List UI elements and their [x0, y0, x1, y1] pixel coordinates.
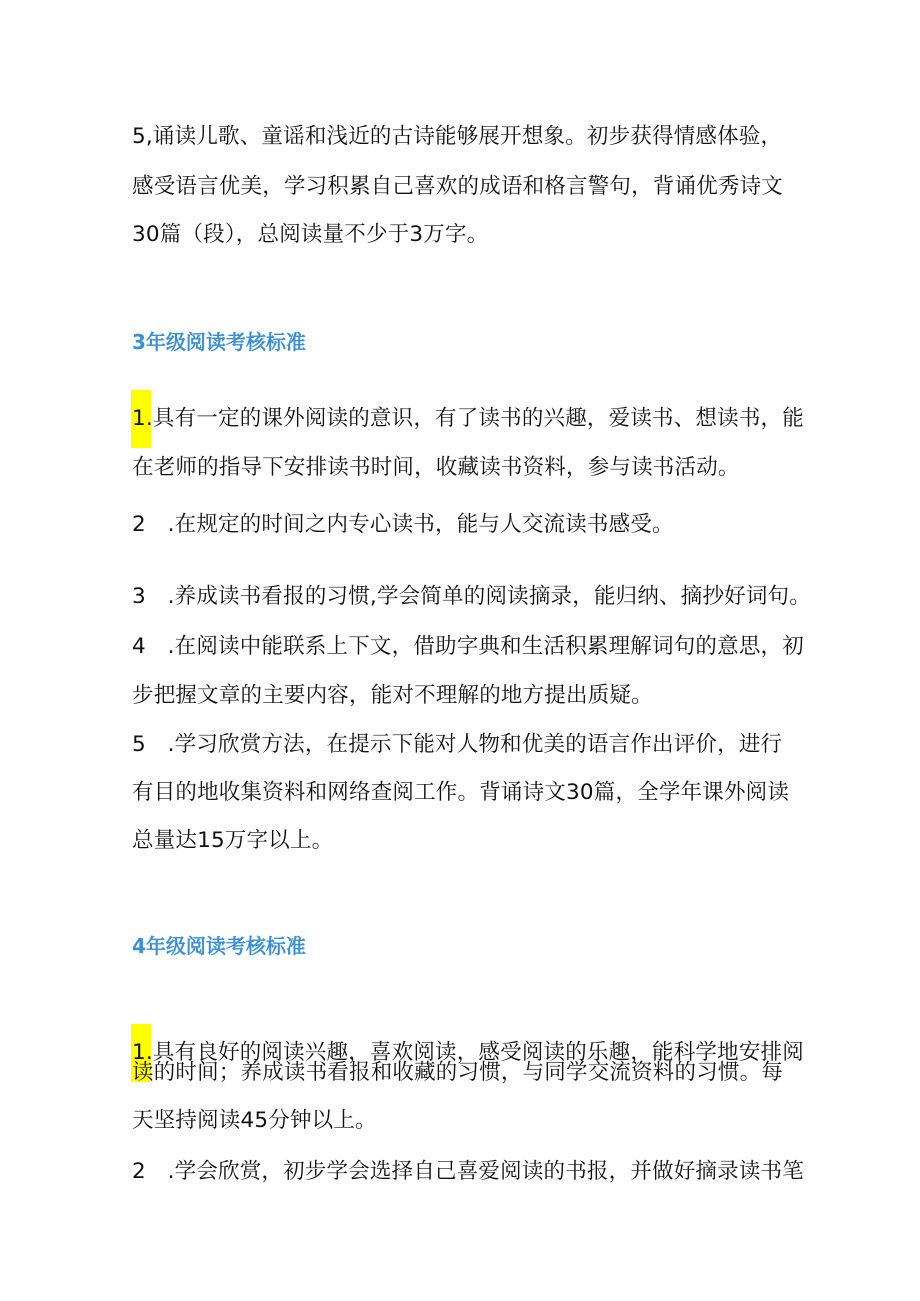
grade4-item1-number: 1.	[132, 1038, 153, 1068]
grade3-item5-line3: 总量达15万字以上。	[132, 828, 334, 853]
grade4-item1-text: 具有良好的阅读兴趣，喜欢阅读，感受阅读的乐趣，能科学地安排阅	[152, 1040, 804, 1065]
intro-line-1: 5,诵读儿歌、童谣和浅近的古诗能够展开想象。初步获得情感体验，	[132, 124, 783, 149]
grade3-item1-line1	[132, 404, 920, 434]
grade3-item2: 2 .在规定的时间之内专心读书，能与人交流读书感受。	[132, 512, 674, 537]
grade3-item5-line2: 有目的地收集资料和网络查阅工作。背诵诗文30篇，全学年课外阅读	[132, 780, 790, 805]
grade3-item1-line2: 在老师的指导下安排读书时间，收藏读书资料，参与读书活动。	[132, 455, 740, 480]
grade4-heading: 4年级阅读考核标准	[132, 934, 306, 958]
grade4-item1-line2: 读的时间；养成读书看报和收藏的习惯，与同学交流资料的习惯。每	[132, 1060, 784, 1085]
grade3-item4-line1: 4 .在阅读中能联系上下文，借助字典和生活积累理解词句的意思，初	[132, 634, 804, 659]
grade3-item3: 3 .养成读书看报的习惯,学会简单的阅读摘录，能归纳、摘抄好词句。	[132, 584, 811, 609]
grade4-item2: 2 .学会欣赏，初步学会选择自己喜爱阅读的书报，并做好摘录读书笔	[132, 1159, 804, 1184]
grade3-item4-line2: 步把握文章的主要内容，能对不理解的地方提出质疑。	[132, 683, 653, 708]
grade3-item5-line1: 5 .学习欣赏方法，在提示下能对人物和优美的语言作出评价，进行	[132, 732, 783, 757]
grade3-item1-text: 具有一定的课外阅读的意识，有了读书的兴趣，爱读书、想读书，能	[152, 406, 804, 431]
grade3-heading: 3年级阅读考核标准	[132, 330, 306, 354]
intro-line-3: 30篇（段），总阅读量不少于3万字。	[132, 222, 489, 247]
grade4-item1-line3: 天坚持阅读45分钟以上。	[132, 1108, 377, 1133]
grade3-item1-number: 1.	[132, 404, 153, 434]
intro-line-2: 感受语言优美，学习积累自己喜欢的成语和格言警句，背诵优秀诗文	[132, 174, 784, 199]
